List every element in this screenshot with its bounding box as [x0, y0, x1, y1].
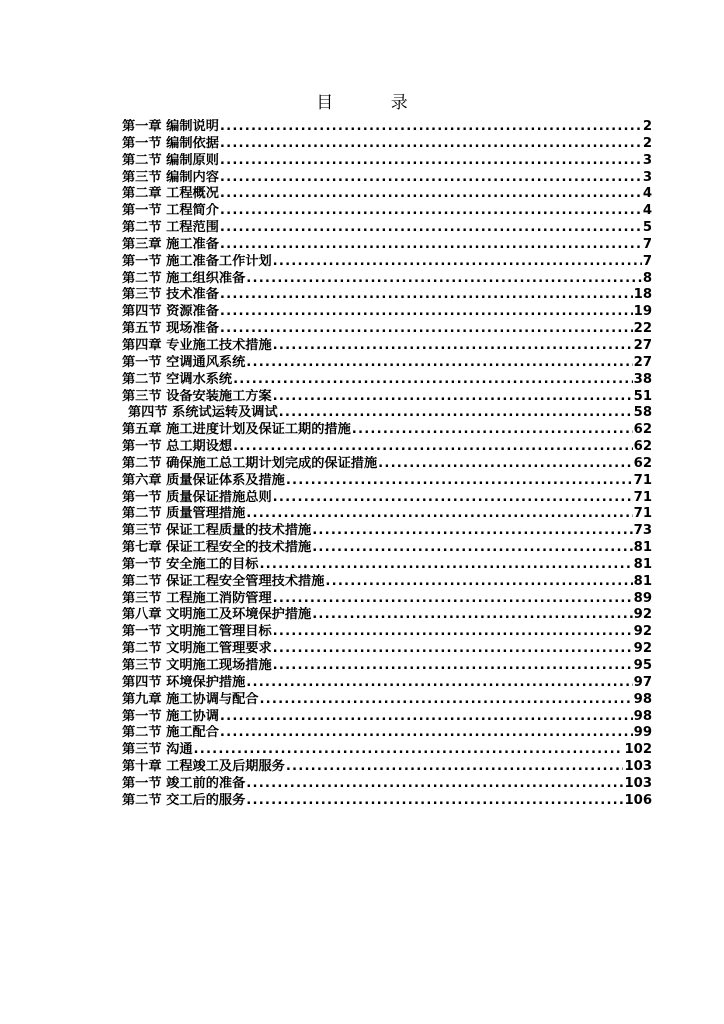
toc-entry[interactable]: [122, 170, 652, 187]
toc-entry-label: 第一章 编制说明: [122, 119, 219, 134]
toc-entry-label: 第一节 编制依据: [122, 135, 219, 151]
toc-entry-label: 第一节 质量保证措施总则: [122, 489, 272, 505]
toc-dot-leader: [194, 742, 624, 759]
toc-entry-page-number: 7: [642, 253, 652, 269]
toc-dot-leader: [352, 422, 633, 439]
toc-dot-leader: [378, 456, 632, 473]
toc-entry[interactable]: [122, 776, 652, 793]
toc-entry[interactable]: [122, 237, 652, 254]
toc-dot-leader: [220, 203, 642, 220]
toc-entry[interactable]: [122, 271, 652, 288]
toc-entry[interactable]: [122, 490, 652, 507]
toc-entry-page-number: 92: [633, 641, 652, 657]
toc-dot-leader: [273, 591, 633, 608]
toc-dot-leader: [220, 725, 633, 742]
toc-entry[interactable]: [122, 304, 652, 321]
toc-entry[interactable]: [122, 557, 652, 574]
toc-entry-label: 第二节 交工后的服务: [122, 792, 246, 808]
toc-dot-leader: [220, 186, 642, 203]
toc-dot-leader: [312, 523, 632, 540]
toc-entry[interactable]: [122, 338, 652, 355]
toc-dot-leader: [246, 675, 632, 692]
toc-entry[interactable]: [122, 405, 652, 422]
toc-entry-page-number: 38: [633, 371, 652, 387]
toc-entry-label: 第三节 工程施工消防管理: [122, 590, 272, 606]
toc-entry[interactable]: [122, 439, 652, 456]
toc-dot-leader: [220, 709, 633, 726]
toc-dot-leader: [220, 287, 633, 304]
toc-entry-label: 第二节 保证工程安全管理技术措施: [122, 573, 325, 589]
toc-dot-leader: [312, 540, 632, 557]
toc-entry-label: 第三章 施工准备: [122, 236, 219, 252]
toc-entry-label: 第二章 工程概况: [122, 186, 219, 202]
toc-dot-leader: [273, 658, 633, 675]
toc-dot-leader: [286, 473, 633, 490]
toc-entry-page-number: 97: [633, 674, 652, 690]
toc-entry[interactable]: [122, 456, 652, 473]
toc-entry-page-number: 81: [633, 556, 652, 572]
toc-dot-leader: [246, 271, 642, 288]
toc-entry[interactable]: [122, 389, 652, 406]
toc-entry-page-number: 5: [642, 220, 652, 236]
toc-entry-label: 第二节 施工组织准备: [122, 270, 246, 286]
toc-entry-page-number: 102: [624, 742, 652, 758]
toc-entry-page-number: 4: [642, 203, 652, 219]
toc-dot-leader: [273, 338, 633, 355]
toc-entry-label: 第四节 环境保护措施: [122, 674, 246, 690]
toc-entry-label: 第二节 编制原则: [122, 152, 219, 168]
toc-entry-page-number: 103: [624, 775, 652, 791]
toc-entry-page-number: 99: [633, 725, 652, 741]
toc-entry[interactable]: [122, 742, 652, 759]
toc-entry[interactable]: [122, 153, 652, 170]
toc-dot-leader: [246, 793, 623, 810]
toc-entry[interactable]: [122, 759, 652, 776]
toc-entry-label: 第一节 文明施工管理目标: [122, 624, 272, 640]
toc-entry-page-number: 73: [633, 523, 652, 539]
table-of-contents: [122, 119, 652, 810]
toc-entry-page-number: 92: [633, 624, 652, 640]
toc-dot-leader: [246, 776, 623, 793]
toc-entry[interactable]: [122, 220, 652, 237]
toc-entry[interactable]: [122, 136, 652, 153]
toc-entry-label: 第二节 文明施工管理要求: [122, 641, 272, 657]
toc-entry[interactable]: [122, 287, 652, 304]
toc-entry-label: 第三节 文明施工现场措施: [122, 658, 272, 673]
toc-entry[interactable]: [122, 473, 652, 490]
toc-entry-page-number: 51: [633, 388, 652, 404]
toc-entry-label: 第一节 施工准备工作计划: [122, 253, 272, 269]
toc-entry[interactable]: [122, 540, 652, 557]
toc-entry-page-number: 27: [633, 337, 652, 353]
toc-entry-label: 第七章 保证工程安全的技术措施: [122, 540, 312, 556]
toc-entry[interactable]: [122, 422, 652, 439]
toc-dot-leader: [325, 574, 632, 591]
toc-entry-label: 第五节 现场准备: [122, 321, 219, 337]
toc-entry-page-number: 2: [642, 119, 652, 134]
toc-entry-label: 第三节 编制内容: [122, 169, 219, 185]
toc-entry-page-number: 58: [633, 405, 652, 421]
toc-entry[interactable]: [122, 725, 652, 742]
toc-entry[interactable]: [122, 574, 652, 591]
toc-dot-leader: [220, 170, 642, 187]
toc-entry[interactable]: [122, 591, 652, 608]
toc-entry[interactable]: [122, 321, 652, 338]
toc-entry-page-number: 7: [642, 236, 652, 252]
toc-entry-page-number: 81: [633, 573, 652, 589]
toc-dot-leader: [273, 624, 633, 641]
toc-entry-label: 第一节 工程简介: [122, 203, 219, 219]
toc-dot-leader: [279, 405, 633, 422]
toc-entry[interactable]: [122, 119, 652, 136]
toc-entry-page-number: 89: [633, 590, 652, 606]
toc-entry-page-number: 92: [633, 607, 652, 623]
toc-entry[interactable]: [122, 254, 652, 271]
toc-entry-label: 第一节 总工期设想: [122, 439, 233, 455]
toc-entry[interactable]: [122, 675, 652, 692]
toc-entry-page-number: 62: [633, 455, 652, 471]
toc-entry-label: 第三节 技术准备: [122, 287, 219, 303]
toc-entry-label: 第一节 竣工前的准备: [122, 775, 246, 791]
toc-entry-label: 第三节 保证工程质量的技术措施: [122, 523, 312, 539]
toc-entry-label: 第二节 质量管理措施: [122, 506, 246, 522]
toc-dot-leader: [220, 304, 633, 321]
toc-entry[interactable]: [122, 186, 652, 203]
toc-dot-leader: [246, 355, 632, 372]
toc-dot-leader: [220, 153, 642, 170]
toc-entry-page-number: 8: [642, 270, 652, 286]
toc-entry-page-number: 106: [624, 792, 652, 808]
toc-entry-page-number: 3: [642, 169, 652, 185]
toc-dot-leader: [259, 692, 632, 709]
toc-entry-label: 第八章 文明施工及环境保护措施: [122, 607, 312, 623]
toc-entry[interactable]: [122, 607, 652, 624]
toc-entry-page-number: 18: [633, 287, 652, 303]
toc-entry-page-number: 19: [633, 304, 652, 320]
toc-entry[interactable]: [122, 658, 652, 675]
toc-title: 目 录: [316, 93, 434, 113]
toc-entry-page-number: 3: [642, 152, 652, 168]
toc-entry[interactable]: [122, 203, 652, 220]
toc-dot-leader: [220, 321, 633, 338]
toc-entry[interactable]: [122, 793, 652, 810]
toc-entry-label: 第五章 施工进度计划及保证工期的措施: [122, 422, 351, 438]
toc-entry-label: 第二节 施工配合: [122, 725, 219, 741]
toc-entry-page-number: 62: [633, 439, 652, 455]
toc-entry[interactable]: [122, 506, 652, 523]
toc-entry-page-number: 27: [633, 354, 652, 370]
toc-entry-label: 第四节 系统试运转及调试: [128, 405, 278, 421]
toc-dot-leader: [220, 136, 642, 153]
toc-entry-label: 第二节 工程范围: [122, 220, 219, 236]
toc-entry[interactable]: [122, 624, 652, 641]
toc-entry-page-number: 81: [633, 540, 652, 556]
toc-entry-label: 第三节 设备安装施工方案: [122, 388, 272, 404]
toc-dot-leader: [259, 557, 632, 574]
toc-entry-label: 第二节 空调水系统: [122, 371, 233, 387]
toc-entry-page-number: 71: [633, 506, 652, 522]
toc-dot-leader: [273, 490, 633, 507]
toc-entry-page-number: 98: [633, 708, 652, 724]
toc-dot-leader: [286, 759, 624, 776]
toc-dot-leader: [273, 641, 633, 658]
toc-entry-label: 第二节 确保施工总工期计划完成的保证措施: [122, 455, 378, 471]
toc-dot-leader: [220, 237, 642, 254]
toc-entry-page-number: 2: [642, 135, 652, 151]
toc-dot-leader: [312, 607, 632, 624]
toc-entry-label: 第六章 质量保证体系及措施: [122, 472, 285, 488]
toc-dot-leader: [233, 439, 633, 456]
toc-dot-leader: [273, 389, 633, 406]
toc-entry-page-number: 71: [633, 489, 652, 505]
toc-entry-page-number: 98: [633, 691, 652, 707]
toc-entry[interactable]: [122, 372, 652, 389]
toc-entry-page-number: 62: [633, 422, 652, 438]
toc-entry-page-number: 71: [633, 472, 652, 488]
toc-entry-label: 第四章 专业施工技术措施: [122, 337, 272, 353]
toc-entry-label: 第四节 资源准备: [122, 304, 219, 320]
toc-entry-label: 第一节 空调通风系统: [122, 354, 246, 370]
toc-entry-label: 第十章 工程竣工及后期服务: [122, 759, 285, 775]
toc-entry-page-number: 95: [633, 658, 652, 673]
toc-entry[interactable]: [122, 355, 652, 372]
toc-entry[interactable]: [122, 523, 652, 540]
toc-dot-leader: [220, 220, 642, 237]
toc-entry[interactable]: [122, 641, 652, 658]
toc-entry-page-number: 4: [642, 186, 652, 202]
toc-dot-leader: [273, 254, 642, 271]
toc-entry-label: 第一节 施工协调: [122, 708, 219, 724]
toc-dot-leader: [233, 372, 633, 389]
toc-entry-label: 第三节 沟通: [122, 742, 193, 758]
toc-entry-page-number: 22: [633, 321, 652, 337]
toc-entry-label: 第九章 施工协调与配合: [122, 691, 259, 707]
toc-dot-leader: [220, 119, 642, 136]
toc-entry[interactable]: [122, 709, 652, 726]
toc-entry-label: 第一节 安全施工的目标: [122, 556, 259, 572]
toc-dot-leader: [246, 506, 632, 523]
toc-entry-page-number: 103: [624, 759, 652, 775]
toc-entry[interactable]: [122, 692, 652, 709]
